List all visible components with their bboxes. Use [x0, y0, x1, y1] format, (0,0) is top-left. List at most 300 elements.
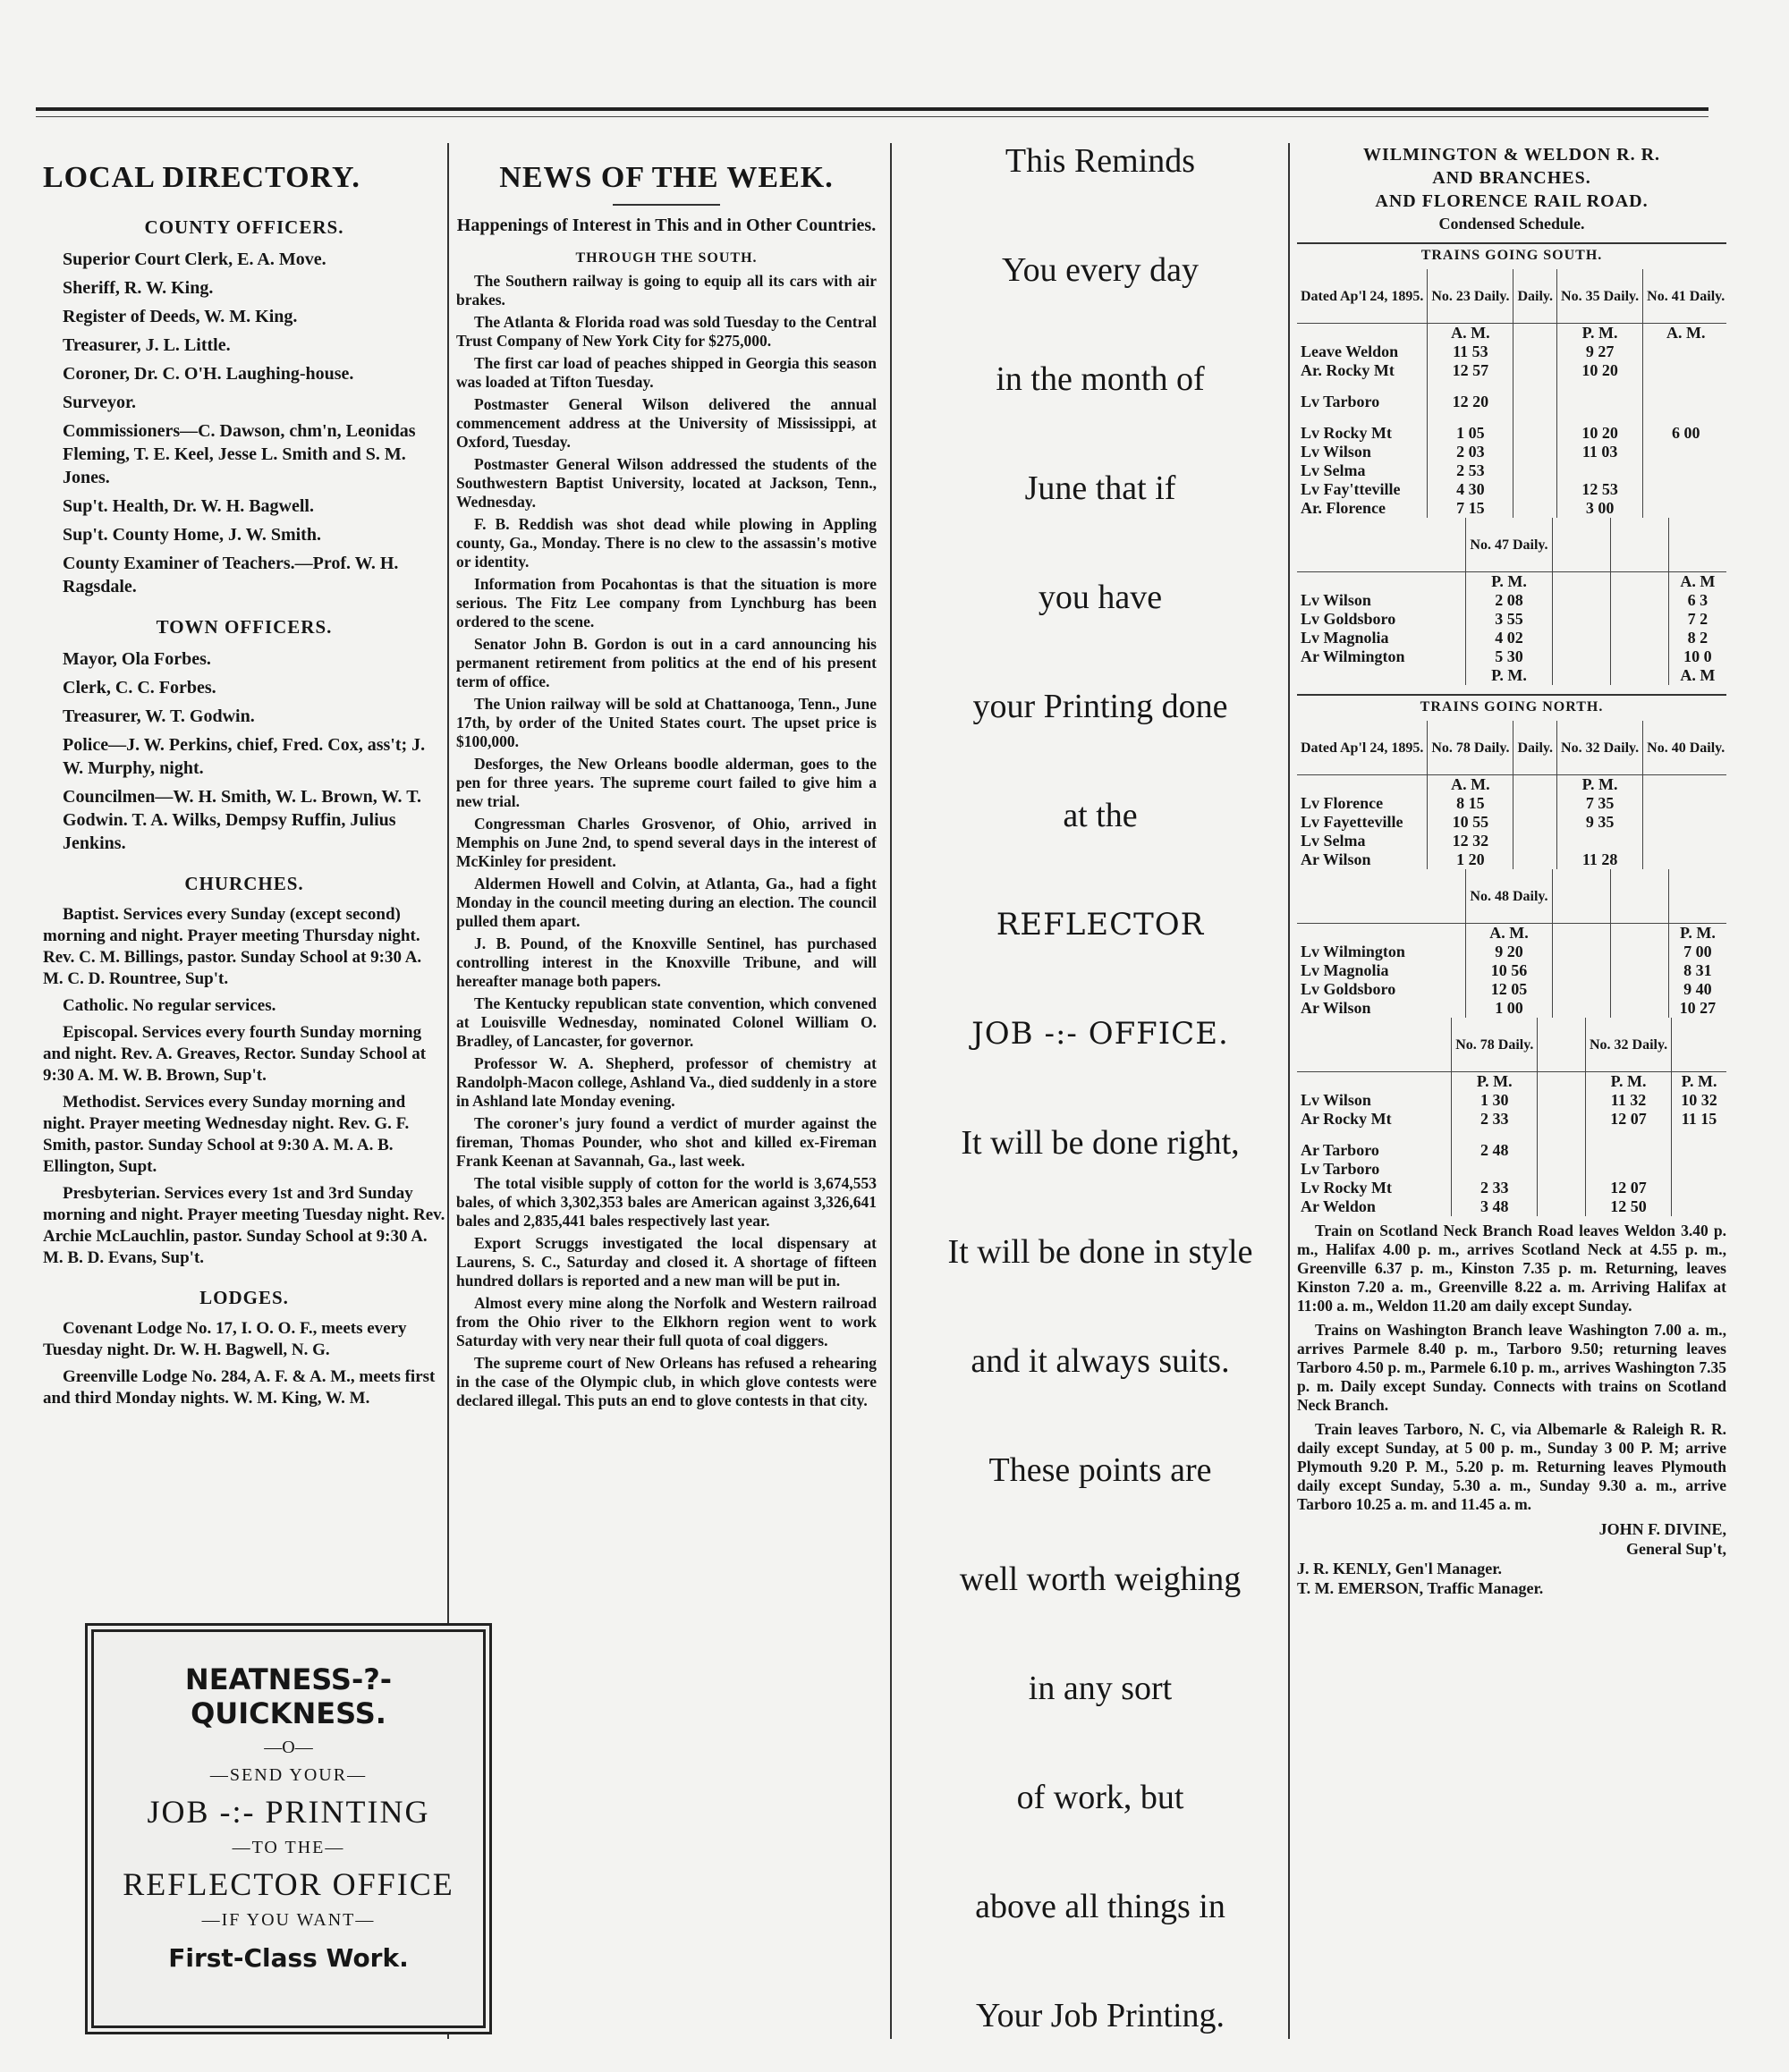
railroad-schedule-column [1297, 143, 1726, 2048]
ad-if-you-want: —IF YOU WANT— [201, 1910, 376, 1930]
county-officer-entry: Coroner, Dr. C. O'H. Laughing-house. [63, 364, 354, 384]
time-cell: 9 40 [1668, 980, 1726, 999]
timetable-row [1297, 380, 1726, 393]
timetable-header-cell [1672, 1018, 1726, 1072]
time-cell [1538, 1110, 1586, 1129]
time-cell [1610, 924, 1668, 943]
lodge-entry: Greenville Lodge No. 284, A. F. & A. M., meets first and third Monday nights. W. M. King, W. M. [43, 1367, 436, 1408]
time-cell: 2 03 [1428, 443, 1513, 461]
time-cell: P. M. [1557, 775, 1643, 795]
time-cell [1513, 794, 1557, 813]
station-cell [1297, 411, 1428, 424]
station-cell [1297, 924, 1466, 943]
time-cell: 10 55 [1428, 813, 1513, 832]
station-cell [1297, 1072, 1452, 1092]
time-cell [1538, 1160, 1586, 1179]
timetable-row [1297, 980, 1726, 999]
station-cell [1297, 324, 1428, 343]
time-cell [1610, 647, 1668, 666]
north-timetable-2 [1297, 869, 1726, 1018]
time-cell: 1 30 [1452, 1091, 1538, 1110]
station-cell [1297, 775, 1428, 795]
time-cell [1552, 999, 1610, 1018]
time-cell [1513, 411, 1557, 424]
time-cell [1513, 480, 1557, 499]
timetable-header-cell: Daily. [1513, 269, 1557, 324]
timetable-header-cell: No. 47 Daily. [1466, 518, 1552, 572]
timetable-row [1297, 443, 1726, 461]
time-cell: 7 2 [1668, 610, 1726, 629]
time-cell [1643, 443, 1726, 461]
reminder-line: REFLECTOR [996, 907, 1205, 943]
timetable-header-cell [1668, 869, 1726, 924]
time-cell [1552, 943, 1610, 961]
timetable-row [1297, 850, 1726, 869]
timetable-row [1297, 393, 1726, 411]
time-cell [1428, 380, 1513, 393]
time-cell [1643, 813, 1726, 832]
time-cell [1585, 1160, 1671, 1179]
timetable-header-cell: No. 48 Daily. [1466, 869, 1552, 924]
time-cell: 7 00 [1668, 943, 1726, 961]
timetable-row [1297, 480, 1726, 499]
time-cell [1643, 343, 1726, 361]
reminder-line: and it always suits. [971, 1342, 1230, 1380]
time-cell [1513, 361, 1557, 380]
signature-divine-title: General Sup't, [1625, 1540, 1726, 1558]
reminder-line: June that if [1024, 469, 1176, 507]
town-officers-list [43, 647, 445, 855]
news-item: Congressman Charles Grosvenor, of Ohio, arrived in Memphis on June 2nd, to spend several days in the interest of McKinley for president. [456, 815, 877, 870]
timetable-header-cell [1538, 1018, 1586, 1072]
timetable-row [1297, 591, 1726, 610]
time-cell: 10 27 [1668, 999, 1726, 1018]
time-cell [1557, 832, 1643, 850]
timetable-row [1297, 775, 1726, 795]
station-cell: Lv Wilmington [1301, 943, 1405, 960]
rail-subtitle: Condensed Schedule. [1438, 215, 1585, 233]
time-cell: 11 53 [1428, 343, 1513, 361]
station-cell [1297, 1129, 1452, 1141]
time-cell: 3 00 [1557, 499, 1643, 518]
station-cell: Lv Selma [1301, 461, 1366, 479]
time-cell [1552, 572, 1610, 592]
time-cell [1585, 1129, 1671, 1141]
station-cell: Lv Florence [1301, 794, 1384, 812]
time-cell [1610, 666, 1668, 685]
station-cell: Lv Fay'tteville [1301, 480, 1401, 498]
time-cell: P. M. [1466, 572, 1552, 592]
timetable-row [1297, 1110, 1726, 1129]
church-entry: Methodist. Services every Sunday morning and night. Prayer meeting Wednesday night. Rev. G. F. Smith, pastor. Sunday School at 9:30 A. M. A. B. Ellington, Supt. [43, 1093, 410, 1176]
ad-first-class-work: First-Class Work. [168, 1943, 409, 1973]
time-cell: 2 33 [1452, 1110, 1538, 1129]
news-item: Postmaster General Wilson addressed the students of the Southwestern Baptist University, located at Jackson, Tenn., Wednesday. [456, 455, 877, 511]
time-cell [1643, 411, 1726, 424]
time-cell: 2 53 [1428, 461, 1513, 480]
time-cell: 1 20 [1428, 850, 1513, 869]
time-cell: P. M. [1452, 1072, 1538, 1092]
time-cell: 11 28 [1557, 850, 1643, 869]
time-cell [1513, 443, 1557, 461]
time-cell [1610, 961, 1668, 980]
reminder-line: in any sort [1028, 1670, 1173, 1707]
town-officers-heading: TOWN OFFICERS. [156, 616, 333, 638]
timetable-row [1297, 1129, 1726, 1141]
time-cell: P. M. [1557, 324, 1643, 343]
reminder-line: Your Job Printing. [975, 1997, 1225, 2034]
time-cell: A. M. [1428, 324, 1513, 343]
time-cell [1610, 610, 1668, 629]
timetable-row [1297, 924, 1726, 943]
time-cell [1610, 980, 1668, 999]
timetable-row [1297, 794, 1726, 813]
south-timetable-2 [1297, 518, 1726, 685]
time-cell [1552, 647, 1610, 666]
time-cell [1643, 480, 1726, 499]
time-cell: 4 02 [1466, 629, 1552, 647]
reminder-text [903, 143, 1297, 2034]
time-cell: 3 48 [1452, 1197, 1538, 1216]
station-cell: Ar. Florence [1301, 499, 1386, 517]
station-cell [1297, 572, 1466, 592]
timetable-row [1297, 832, 1726, 850]
time-cell [1513, 393, 1557, 411]
reminder-line: you have [1038, 579, 1163, 616]
time-cell [1643, 794, 1726, 813]
station-cell: Lv Selma [1301, 832, 1366, 850]
time-cell [1643, 393, 1726, 411]
timetable-header-cell: No. 35 Daily. [1557, 269, 1643, 324]
time-cell [1557, 393, 1643, 411]
time-cell: A. M. [1466, 924, 1552, 943]
time-cell: 6 00 [1643, 424, 1726, 443]
timetable-row [1297, 629, 1726, 647]
station-cell: Ar Weldon [1301, 1197, 1376, 1215]
timetable-row [1297, 461, 1726, 480]
rail-notes [1297, 1222, 1726, 1514]
time-cell [1513, 775, 1557, 795]
time-cell [1643, 832, 1726, 850]
news-item: The total visible supply of cotton for the world is 3,674,553 bales, of which 3,302,353 bales are American against 3,326,641 bales and 2,835,441 bales respectively last year. [456, 1174, 877, 1230]
timetable-row [1297, 572, 1726, 592]
time-cell: 7 35 [1557, 794, 1643, 813]
station-cell [1297, 380, 1428, 393]
lodge-entry: Covenant Lodge No. 17, I. O. O. F., meets every Tuesday night. Dr. W. H. Bagwell, N. G. [43, 1319, 407, 1359]
time-cell: 1 00 [1466, 999, 1552, 1018]
reminder-line: at the [1063, 797, 1138, 834]
town-officer-entry: Mayor, Ola Forbes. [63, 649, 211, 669]
town-officer-entry: Clerk, C. C. Forbes. [63, 678, 216, 698]
time-cell: 10 32 [1672, 1091, 1726, 1110]
news-items [456, 272, 877, 1410]
time-cell [1643, 499, 1726, 518]
signature-divine: JOHN F. DIVINE, [1598, 1520, 1726, 1538]
ad-headline: NEATNESS-?-QUICKNESS. [184, 1662, 393, 1730]
time-cell [1552, 610, 1610, 629]
time-cell: 12 53 [1557, 480, 1643, 499]
time-cell [1643, 775, 1726, 795]
directory-title: LOCAL DIRECTORY. [43, 161, 360, 194]
churches-heading: CHURCHES. [184, 873, 304, 894]
time-cell [1557, 380, 1643, 393]
news-item: The Union railway will be sold at Chattanooga, Tenn., June 17th, by order of the United States court. The upset price is $100,000. [456, 695, 877, 750]
rail-note: Train leaves Tarboro, N. C, via Albemarle & Raleigh R. R. daily except Sunday, at 5 00 p. m., Sunday 3 00 P. M; arrive Plymouth 9.20 P. M., 5.20 p. m. Returning leaves Plymouth daily except Sunday, 5.30 a. m., Sunday 9.30 a. m., arrive Tarboro 10.25 a. m. and 11.45 a. m. [1297, 1420, 1726, 1513]
rail-title-1: WILMINGTON & WELDON R. R. [1362, 145, 1661, 165]
reminder-line: in the month of [996, 360, 1205, 398]
time-cell [1513, 499, 1557, 518]
timetable-header-row [1297, 518, 1726, 572]
time-cell: 4 30 [1428, 480, 1513, 499]
timetable-header-cell: No. 78 Daily. [1452, 1018, 1538, 1072]
news-item: Desforges, the New Orleans boodle alderman, goes to the pen for three years. The supreme court failed to give him a new trial. [456, 755, 877, 810]
station-cell: Lv Wilson [1301, 1091, 1371, 1109]
church-entry: Presbyterian. Services every 1st and 3rd Sunday morning and night. Prayer meeting Tuesday night. Rev. Archie McLauchlin, pastor. Sunday School at 9:30 A. M. B. D. Evans, Sup't. [43, 1184, 445, 1267]
time-cell: 11 03 [1557, 443, 1643, 461]
timetable-header-cell [1610, 518, 1668, 572]
rail-title-3: AND FLORENCE RAIL ROAD. [1375, 191, 1649, 211]
county-officer-entry: Register of Deeds, W. M. King. [63, 307, 298, 326]
time-cell [1513, 380, 1557, 393]
timetable-row [1297, 1141, 1726, 1160]
news-item: The first car load of peaches shipped in Georgia this season was loaded at Tifton Tuesday. [456, 354, 877, 391]
news-item: The supreme court of New Orleans has refused a rehearing in the case of the Olympic club, in which glove contests were declared illegal. This puts an end to glove contests in that city. [456, 1354, 877, 1409]
timetable-header-cell [1297, 518, 1466, 572]
timetable-header-row [1297, 721, 1726, 775]
time-cell [1672, 1179, 1726, 1197]
ad-to-the: —TO THE— [232, 1838, 345, 1857]
timetable-header-cell: Dated Ap'l 24, 1895. [1297, 721, 1428, 775]
timetable-row [1297, 1160, 1726, 1179]
rail-note: Trains on Washington Branch leave Washington 7.00 a. m., arrives Parmele 8.40 p. m., Tarboro 9.50; returning leaves Tarboro 4.50 p. m., Parmele 6.10 p. m., arrives Washington 7.35 p. m. Daily except Sunday. Connects with trains on Scotland Neck Branch. [1297, 1321, 1726, 1414]
timetable-row [1297, 343, 1726, 361]
time-cell: 12 57 [1428, 361, 1513, 380]
timetable-header-cell: Daily. [1513, 721, 1557, 775]
timetable-row [1297, 1179, 1726, 1197]
timetable-row [1297, 1091, 1726, 1110]
timetable-row [1297, 499, 1726, 518]
timetable-header-row [1297, 869, 1726, 924]
time-cell: 10 20 [1557, 361, 1643, 380]
signature-emerson: T. M. EMERSON, Traffic Manager. [1297, 1579, 1544, 1597]
news-item: Professor W. A. Shepherd, professor of chemistry at Randolph-Macon college, Ashland Va., died suddenly in a store in Ashland late Monday evening. [456, 1054, 877, 1110]
timetable-row [1297, 1072, 1726, 1092]
station-cell [1297, 666, 1466, 685]
station-cell: Leave Weldon [1301, 343, 1399, 360]
time-cell: 12 32 [1428, 832, 1513, 850]
reminder-line: You every day [1002, 251, 1199, 289]
county-officer-entry: Surveyor. [63, 393, 137, 412]
time-cell: 2 33 [1452, 1179, 1538, 1197]
reminder-line: your Printing done [972, 688, 1228, 725]
time-cell [1538, 1129, 1586, 1141]
lodges-list [43, 1318, 445, 1409]
station-cell: Lv Wilson [1301, 591, 1371, 609]
timetable-header-cell [1297, 869, 1466, 924]
time-cell [1643, 850, 1726, 869]
station-cell: Lv Goldsboro [1301, 610, 1396, 628]
time-cell [1538, 1072, 1586, 1092]
timetable-header-cell: No. 40 Daily. [1643, 721, 1726, 775]
time-cell [1672, 1160, 1726, 1179]
county-officer-entry: Treasurer, J. L. Little. [63, 335, 231, 355]
county-officer-entry: Commissioners—C. Dawson, chm'n, Leonidas Fleming, T. E. Keel, Jesse L. Smith and S. M. Jones. [63, 421, 416, 487]
county-officer-entry: Superior Court Clerk, E. A. Move. [63, 249, 326, 269]
timetable-header-cell [1552, 869, 1610, 924]
timetable-row [1297, 647, 1726, 666]
time-cell [1538, 1179, 1586, 1197]
time-cell: 10 56 [1466, 961, 1552, 980]
news-column [456, 143, 877, 2048]
timetable-header-cell: Dated Ap'l 24, 1895. [1297, 269, 1428, 324]
time-cell [1513, 461, 1557, 480]
time-cell: 12 07 [1585, 1110, 1671, 1129]
time-cell [1610, 943, 1668, 961]
time-cell [1610, 629, 1668, 647]
time-cell [1452, 1160, 1538, 1179]
news-item: Senator John B. Gordon is out in a card announcing his permanent retirement from politics at the end of his present term of office. [456, 635, 877, 690]
signature-kenly: J. R. KENLY, Gen'l Manager. [1297, 1560, 1503, 1577]
time-cell: A. M [1668, 666, 1726, 685]
timetable-row [1297, 943, 1726, 961]
station-cell: Lv Goldsboro [1301, 980, 1396, 998]
news-item: Almost every mine along the Norfolk and Western railroad from the Ohio river to the Elkhorn region went to work Saturday with very near their full quota of coal diggers. [456, 1294, 877, 1349]
job-printing-ad [85, 1623, 492, 2034]
time-cell [1610, 591, 1668, 610]
time-cell [1428, 411, 1513, 424]
timetable-row [1297, 411, 1726, 424]
time-cell [1610, 572, 1668, 592]
time-cell [1552, 980, 1610, 999]
time-cell [1538, 1197, 1586, 1216]
time-cell [1672, 1197, 1726, 1216]
time-cell: A. M [1668, 572, 1726, 592]
time-cell [1513, 324, 1557, 343]
town-officer-entry: Councilmen—W. H. Smith, W. L. Brown, W. T. Godwin. T. A. Wilks, Dempsy Ruffin, Julius Jenkins. [63, 787, 422, 853]
time-cell: P. M. [1585, 1072, 1671, 1092]
timetable-header-cell [1610, 869, 1668, 924]
time-cell [1513, 424, 1557, 443]
north-timetable-3 [1297, 1018, 1726, 1216]
time-cell: 12 20 [1428, 393, 1513, 411]
time-cell: 12 05 [1466, 980, 1552, 999]
news-item: The Southern railway is going to equip all its cars with air brakes. [456, 272, 877, 309]
time-cell [1513, 813, 1557, 832]
rail-note: Train on Scotland Neck Branch Road leaves Weldon 3.40 p. m., Halifax 4.00 p. m., arrives Scotland Neck at 4.55 p. m., Greenville 6.37 p. m., Kinston 7.35 p. m. Returning, leaves Kinston 7.20 a. m., Greenville 8.22 a. m. Arriving Halifax at 11:00 a. m., Weldon 11.20 am daily except Sunday. [1297, 1222, 1726, 1315]
time-cell [1538, 1141, 1586, 1160]
reminder-line: This Reminds [1005, 143, 1196, 180]
ad-job-printing: JOB -:- PRINTING [147, 1794, 430, 1830]
time-cell: 11 32 [1585, 1091, 1671, 1110]
timetable-header-cell: No. 41 Daily. [1643, 269, 1726, 324]
time-cell: 8 2 [1668, 629, 1726, 647]
timetable-row [1297, 961, 1726, 980]
rail-title-2: AND BRANCHES. [1432, 168, 1591, 188]
news-section-heading: THROUGH THE SOUTH. [575, 250, 758, 266]
timetable-header-cell: No. 23 Daily. [1428, 269, 1513, 324]
time-cell: 9 27 [1557, 343, 1643, 361]
timetable-row [1297, 1197, 1726, 1216]
north-timetable [1297, 721, 1726, 869]
station-cell: Lv Tarboro [1301, 393, 1380, 410]
timetable-header-row [1297, 269, 1726, 324]
county-officers-list [43, 248, 445, 598]
station-cell: Lv Tarboro [1301, 1160, 1380, 1178]
top-rule [36, 107, 1708, 117]
time-cell [1643, 461, 1726, 480]
ad-ornament: —O— [264, 1738, 313, 1757]
church-entry: Catholic. No regular services. [63, 996, 276, 1015]
time-cell [1538, 1091, 1586, 1110]
timetable-header-cell [1297, 1018, 1452, 1072]
news-item: F. B. Reddish was shot dead while plowing in Appling county, Ga., Monday. There is no clew to the assassin's motive or identity. [456, 515, 877, 571]
station-cell: Ar Tarboro [1301, 1141, 1379, 1159]
time-cell: 12 07 [1585, 1179, 1671, 1197]
time-cell: P. M. [1668, 924, 1726, 943]
county-officers-heading: COUNTY OFFICERS. [144, 216, 344, 238]
time-cell: 9 20 [1466, 943, 1552, 961]
time-cell: 2 08 [1466, 591, 1552, 610]
timetable-header-cell: No. 32 Daily. [1557, 721, 1643, 775]
news-rule [613, 204, 720, 206]
time-cell: 10 0 [1668, 647, 1726, 666]
timetable-row [1297, 324, 1726, 343]
reminder-line: These points are [988, 1451, 1212, 1489]
time-cell: 2 48 [1452, 1141, 1538, 1160]
station-cell: Ar. Rocky Mt [1301, 361, 1395, 379]
station-cell: Lv Wilson [1301, 443, 1371, 461]
news-item: The Kentucky republican state convention, which convened at Louisville Wednesday, nominated Colonel William O. Bradley, of Lancaster, for governor. [456, 994, 877, 1050]
news-subtitle: Happenings of Interest in This and in Other Countries. [456, 216, 877, 235]
trains-south-heading: TRAINS GOING SOUTH. [1297, 242, 1726, 264]
time-cell [1452, 1129, 1538, 1141]
time-cell [1552, 924, 1610, 943]
news-title: NEWS OF THE WEEK. [499, 161, 834, 194]
station-cell: Ar Wilson [1301, 999, 1371, 1017]
town-officer-entry: Police—J. W. Perkins, chief, Fred. Cox, ass't; J. W. Murphy, night. [63, 735, 426, 778]
time-cell [1643, 361, 1726, 380]
news-item: J. B. Pound, of the Knoxville Sentinel, has purchased controlling interest in the Knoxville Tribune, and will hereafter manage both papers. [456, 935, 877, 990]
time-cell: P. M. [1466, 666, 1552, 685]
south-timetable [1297, 269, 1726, 518]
news-item: Information from Pocahontas is that the situation is more serious. The Fitz Lee company from Lynchburg has been ordered to the scene. [456, 575, 877, 630]
station-cell: Lv Fayetteville [1301, 813, 1403, 831]
time-cell: 12 50 [1585, 1197, 1671, 1216]
time-cell [1672, 1129, 1726, 1141]
time-cell [1513, 832, 1557, 850]
time-cell: 1 05 [1428, 424, 1513, 443]
station-cell: Lv Rocky Mt [1301, 424, 1392, 442]
time-cell: 3 55 [1466, 610, 1552, 629]
ad-send-your: —SEND YOUR— [209, 1765, 368, 1785]
reminder-line: JOB -:- OFFICE. [971, 1016, 1229, 1052]
news-item: The coroner's jury found a verdict of murder against the fireman, Thomas Pounder, who shot and killed ex-Fireman Frank Keenan at Savannah, Ga., last week. [456, 1114, 877, 1170]
time-cell: 11 15 [1672, 1110, 1726, 1129]
station-cell: Lv Rocky Mt [1301, 1179, 1392, 1197]
time-cell: 7 15 [1428, 499, 1513, 518]
news-item: Postmaster General Wilson delivered the annual commencement address at the University of Mississippi, at Oxford, Tuesday. [456, 395, 877, 451]
time-cell [1557, 411, 1643, 424]
lodges-heading: LODGES. [199, 1287, 289, 1308]
station-cell: Ar Wilmington [1301, 647, 1405, 665]
church-entry: Baptist. Services every Sunday (except second) morning and night. Prayer meeting Thursday night. Rev. C. M. Billings, pastor. Sunday School at 9:30 A. M. C. D. Rountree, Sup't. [43, 905, 422, 988]
time-cell: 5 30 [1466, 647, 1552, 666]
station-cell: Lv Magnolia [1301, 629, 1389, 647]
column-divider [890, 143, 892, 2039]
timetable-row [1297, 999, 1726, 1018]
churches-list [43, 904, 445, 1269]
station-cell: Ar Wilson [1301, 850, 1371, 868]
